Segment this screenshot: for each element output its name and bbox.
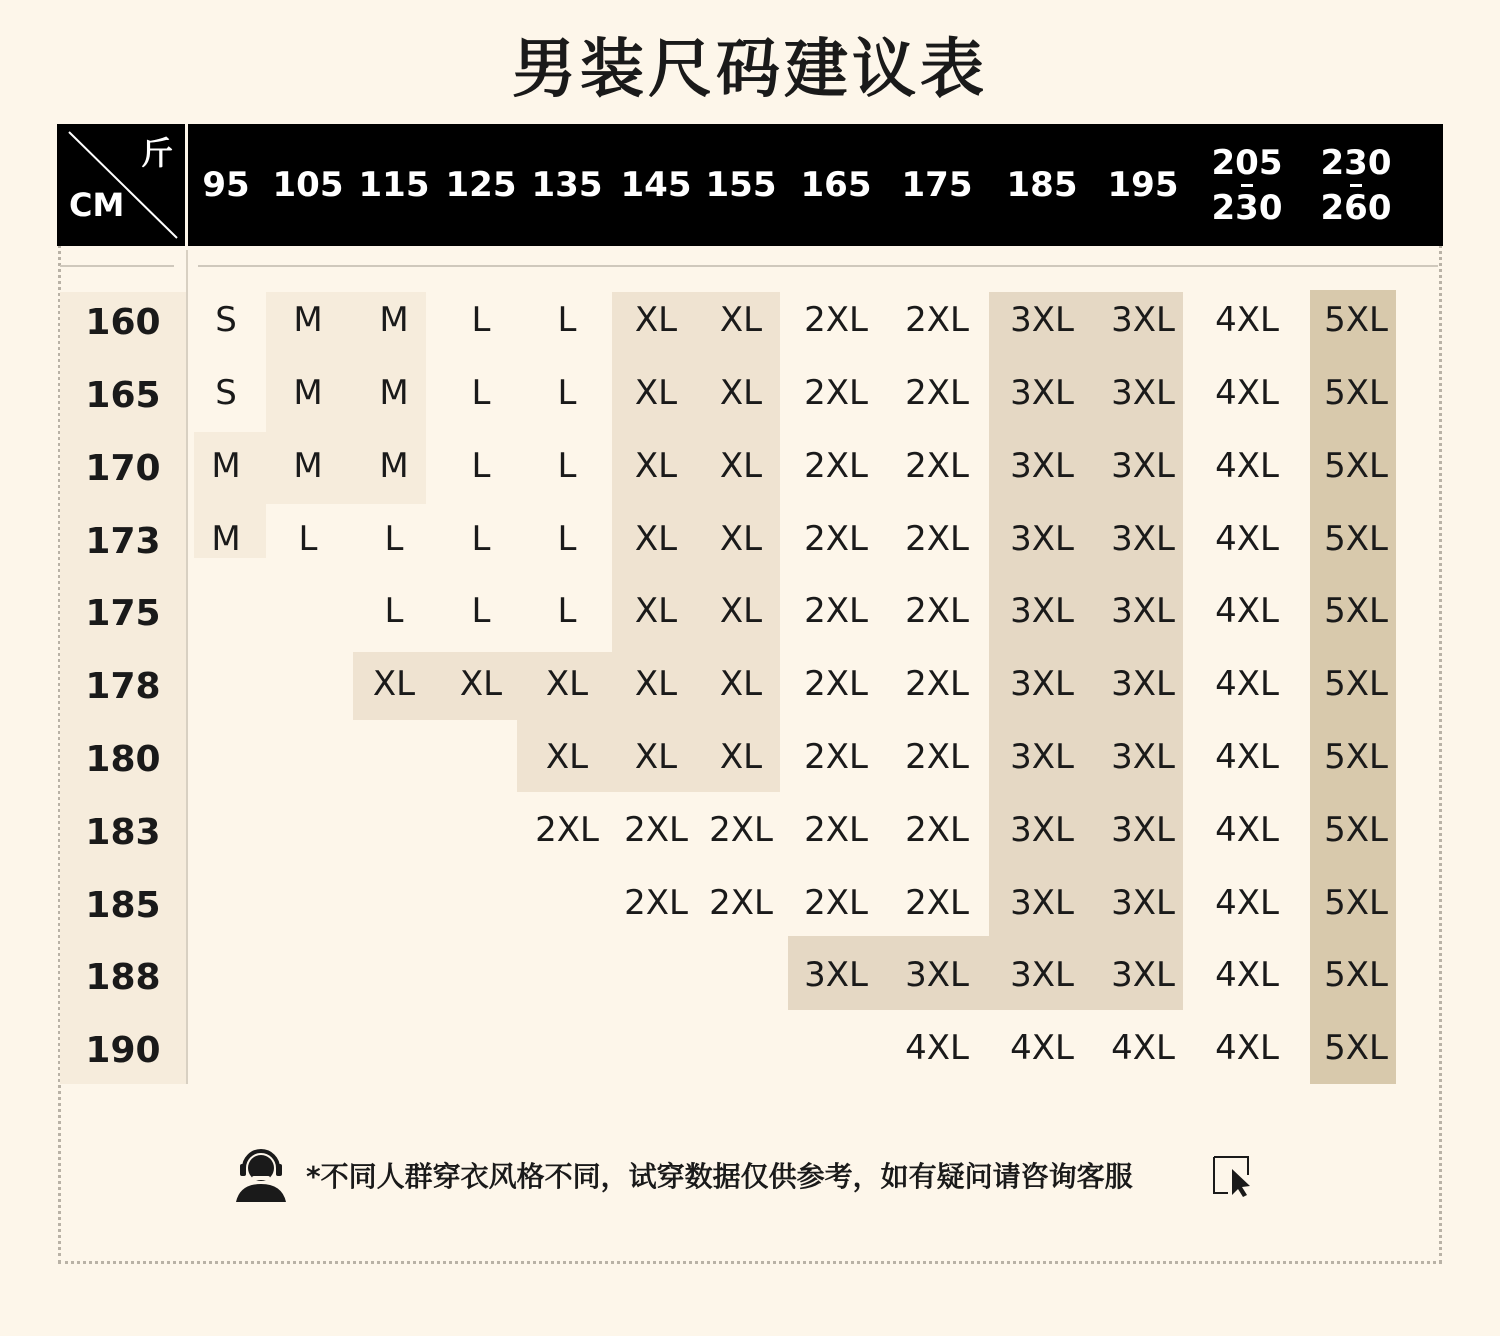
- size-cell: 5XL: [1324, 591, 1388, 631]
- size-cell: M: [379, 373, 409, 413]
- size-cell: XL: [372, 664, 416, 704]
- size-cell: L: [384, 519, 404, 559]
- size-cell: M: [293, 373, 323, 413]
- size-cell: 3XL: [1010, 373, 1074, 413]
- size-cell: M: [293, 300, 323, 340]
- size-cell: L: [557, 591, 577, 631]
- size-cell: 5XL: [1324, 810, 1388, 850]
- weight-header-8: 175: [901, 165, 973, 205]
- size-cell: 3XL: [905, 955, 969, 995]
- size-cell: L: [384, 591, 404, 631]
- size-cell: M: [211, 446, 241, 486]
- size-cell: L: [471, 300, 491, 340]
- weight-range-start: 205: [1211, 142, 1283, 183]
- size-cell: 2XL: [804, 810, 868, 850]
- size-cell: L: [557, 373, 577, 413]
- height-label-188: 188: [85, 957, 161, 998]
- size-cell: 5XL: [1324, 300, 1388, 340]
- size-cell: 2XL: [905, 373, 969, 413]
- weight-header-1: 105: [272, 165, 344, 205]
- height-label-170: 170: [85, 448, 161, 489]
- size-cell: 5XL: [1324, 519, 1388, 559]
- size-cell: XL: [719, 300, 763, 340]
- size-cell: L: [557, 446, 577, 486]
- size-cell: 2XL: [804, 373, 868, 413]
- size-cell: XL: [719, 446, 763, 486]
- weight-header-2: 115: [358, 165, 430, 205]
- size-cell: 4XL: [1215, 883, 1279, 923]
- size-cell: 2XL: [804, 300, 868, 340]
- size-cell: 2XL: [905, 446, 969, 486]
- header-rule-left: [60, 265, 174, 267]
- size-cell: 4XL: [1215, 810, 1279, 850]
- weight-range-end: 230: [1211, 187, 1283, 228]
- size-cell: 4XL: [1111, 1028, 1175, 1068]
- size-cell: 2XL: [905, 883, 969, 923]
- size-cell: 4XL: [1215, 664, 1279, 704]
- size-cell: 2XL: [804, 737, 868, 777]
- size-cell: 3XL: [1111, 591, 1175, 631]
- size-cell: 5XL: [1324, 664, 1388, 704]
- size-cell: 3XL: [1010, 955, 1074, 995]
- weight-header-11: [1197, 124, 1297, 246]
- weight-header-3: 125: [445, 165, 517, 205]
- size-cell: 2XL: [709, 810, 773, 850]
- size-cell: 3XL: [1111, 519, 1175, 559]
- size-cell: M: [211, 519, 241, 559]
- size-cell: 4XL: [1215, 373, 1279, 413]
- height-label-165: 165: [85, 375, 161, 416]
- size-cell: S: [215, 300, 237, 340]
- size-cell: 3XL: [1111, 955, 1175, 995]
- height-label-175: 175: [85, 593, 161, 634]
- size-cell: 3XL: [1111, 664, 1175, 704]
- size-cell: 2XL: [804, 519, 868, 559]
- weight-header-12: [1306, 124, 1406, 246]
- size-cell: XL: [634, 591, 678, 631]
- weight-unit-label: 斤: [140, 134, 173, 172]
- size-cell: S: [215, 373, 237, 413]
- weight-range-end: 260: [1320, 187, 1392, 228]
- size-cell: XL: [719, 664, 763, 704]
- size-cell: 2XL: [624, 883, 688, 923]
- size-cell: XL: [634, 373, 678, 413]
- size-cell: 2XL: [709, 883, 773, 923]
- size-cell: 2XL: [905, 810, 969, 850]
- size-cell: 4XL: [1215, 591, 1279, 631]
- size-cell: 4XL: [1215, 519, 1279, 559]
- size-cell: 3XL: [1010, 737, 1074, 777]
- size-cell: 2XL: [905, 737, 969, 777]
- size-cell: 2XL: [535, 810, 599, 850]
- page-title: 男装尺码建议表: [512, 33, 988, 107]
- size-cell: 4XL: [1215, 300, 1279, 340]
- size-cell: 3XL: [1111, 883, 1175, 923]
- size-cell: 3XL: [1111, 810, 1175, 850]
- size-cell: M: [379, 446, 409, 486]
- size-cell: 5XL: [1324, 1028, 1388, 1068]
- weight-header-5: 145: [620, 165, 692, 205]
- size-cell: L: [471, 446, 491, 486]
- size-cell: L: [298, 519, 318, 559]
- size-cell: 5XL: [1324, 737, 1388, 777]
- size-cell: 3XL: [1010, 300, 1074, 340]
- size-cell: 2XL: [905, 519, 969, 559]
- size-cell: 2XL: [804, 591, 868, 631]
- size-cell: 2XL: [624, 810, 688, 850]
- disclaimer-note: [232, 1140, 1133, 1210]
- weight-range-start: 230: [1320, 142, 1392, 183]
- height-label-185: 185: [85, 885, 161, 926]
- size-cell: 4XL: [905, 1028, 969, 1068]
- size-cell: XL: [719, 591, 763, 631]
- height-label-190: 190: [85, 1030, 161, 1071]
- range-dash: [1350, 184, 1362, 187]
- size-cell: 4XL: [1215, 446, 1279, 486]
- size-cell: XL: [634, 737, 678, 777]
- size-cell: 2XL: [804, 664, 868, 704]
- weight-header-7: 165: [800, 165, 872, 205]
- size-cell: 3XL: [1111, 446, 1175, 486]
- size-cell: XL: [545, 664, 589, 704]
- size-cell: 4XL: [1215, 955, 1279, 995]
- weight-header-0: 95: [202, 165, 250, 205]
- weight-header-6: 155: [705, 165, 777, 205]
- size-cell: L: [557, 519, 577, 559]
- cursor-click-icon[interactable]: [1210, 1153, 1254, 1197]
- size-cell: 3XL: [1010, 664, 1074, 704]
- size-cell: 3XL: [1010, 519, 1074, 559]
- size-cell: 3XL: [1111, 737, 1175, 777]
- size-cell: 2XL: [905, 300, 969, 340]
- size-cell: L: [471, 519, 491, 559]
- size-cell: XL: [634, 300, 678, 340]
- size-cell: XL: [634, 519, 678, 559]
- height-label-183: 183: [85, 812, 161, 853]
- size-cell: 3XL: [1010, 810, 1074, 850]
- size-cell: 2XL: [905, 664, 969, 704]
- size-cell: 4XL: [1215, 1028, 1279, 1068]
- header-corner: [57, 124, 185, 246]
- size-cell: XL: [719, 519, 763, 559]
- size-cell: M: [293, 446, 323, 486]
- size-cell: M: [379, 300, 409, 340]
- size-cell: 5XL: [1324, 373, 1388, 413]
- size-cell: 3XL: [1010, 446, 1074, 486]
- size-cell: 3XL: [1010, 591, 1074, 631]
- size-cell: XL: [719, 373, 763, 413]
- size-cell: 2XL: [804, 883, 868, 923]
- range-dash: [1241, 184, 1253, 187]
- size-cell: 4XL: [1010, 1028, 1074, 1068]
- weight-header-10: 195: [1107, 165, 1179, 205]
- size-cell: 5XL: [1324, 883, 1388, 923]
- header-rule-right: [198, 265, 1438, 267]
- size-cell: 5XL: [1324, 955, 1388, 995]
- weight-header-4: 135: [531, 165, 603, 205]
- headset-agent-icon: [232, 1146, 290, 1204]
- height-unit-label: CM: [69, 186, 125, 224]
- disclaimer-text: *不同人群穿衣风格不同，试穿数据仅供参考，如有疑问请咨询客服: [306, 1160, 1133, 1193]
- height-label-178: 178: [85, 666, 161, 707]
- weight-header-row: [57, 124, 1443, 246]
- size-cell: XL: [719, 737, 763, 777]
- size-cell: 4XL: [1215, 737, 1279, 777]
- size-cell: XL: [634, 446, 678, 486]
- size-cell: L: [471, 373, 491, 413]
- weight-header-9: 185: [1006, 165, 1078, 205]
- size-cell: 3XL: [1111, 300, 1175, 340]
- size-cell: 3XL: [1010, 883, 1074, 923]
- height-label-173: 173: [85, 521, 161, 562]
- size-cell: XL: [459, 664, 503, 704]
- height-label-160: 160: [85, 302, 161, 343]
- size-cell: XL: [545, 737, 589, 777]
- size-cell: 2XL: [804, 446, 868, 486]
- size-cell: L: [471, 591, 491, 631]
- size-cell: L: [557, 300, 577, 340]
- size-cell: 2XL: [905, 591, 969, 631]
- height-label-180: 180: [85, 739, 161, 780]
- size-cell: 5XL: [1324, 446, 1388, 486]
- size-cell: 3XL: [1111, 373, 1175, 413]
- size-cell: XL: [634, 664, 678, 704]
- size-cell: 3XL: [804, 955, 868, 995]
